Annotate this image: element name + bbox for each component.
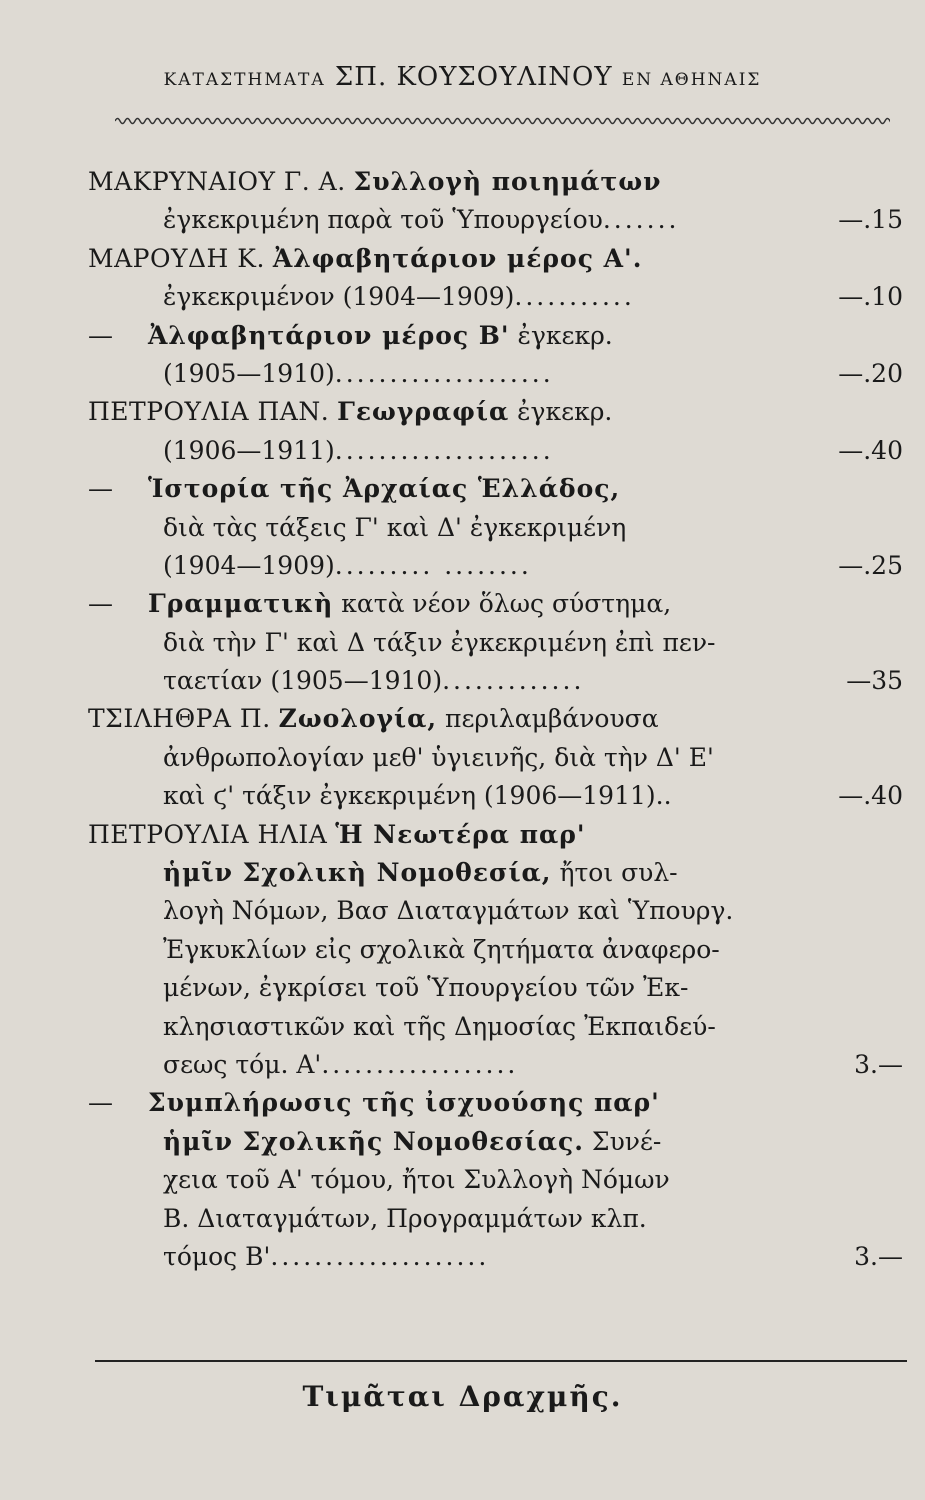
leader-dots: ........... <box>514 282 635 312</box>
entry-line <box>88 432 903 470</box>
book-title: ἡμῖν Σχολικῆς Νομοθεσίας. <box>163 1126 584 1156</box>
entry-line <box>88 163 903 201</box>
entry-line <box>88 1238 903 1276</box>
entry-text: (1906—1911) <box>163 435 335 465</box>
entry-line <box>88 355 903 393</box>
leader-dots: .................... <box>270 1241 490 1271</box>
entry-line <box>88 278 903 316</box>
header-part3: ΕΝ ΑΘΗΝΑΙΣ <box>621 70 762 90</box>
dash-mark: — <box>88 589 113 619</box>
price-value: —35 <box>846 666 903 696</box>
entry-text: καὶ ϛ' τάξιν ἐγκεκριμένη (1906—1911).. <box>163 781 672 811</box>
entry-text: ἐγκεκριμένον (1904—1909) <box>163 282 515 312</box>
author-name: ΠΕΤΡΟΥΛΙΑ ΠΑΝ. <box>88 397 330 427</box>
entry-line <box>88 1161 903 1199</box>
entry-text: τόμος Β' <box>163 1241 271 1271</box>
entry-line <box>88 1008 903 1046</box>
entry-line <box>88 470 903 508</box>
book-entry <box>88 163 903 240</box>
header-part2: ΣΠ. ΚΟΥΣΟΥΛΙΝΟΥ <box>334 62 613 92</box>
entry-line <box>88 777 903 815</box>
author-name: ΠΕΤΡΟΥΛΙΑ ΗΛΙΑ <box>88 819 328 849</box>
dash-mark: — <box>88 1088 113 1118</box>
price-value: —.40 <box>838 781 903 811</box>
leader-dots: ....... <box>602 205 680 235</box>
entry-line <box>88 854 903 892</box>
book-entry <box>88 240 903 317</box>
book-title: Συμπλήρωσις τῆς ἰσχυούσης παρ' <box>148 1088 660 1118</box>
price-value: —.20 <box>838 358 903 388</box>
book-entry <box>88 393 903 470</box>
entry-text: διὰ τὴν Γ' καὶ Δ τάξιν ἐγκεκριμένη ἐπὶ πεν- <box>163 627 716 657</box>
book-title: ἡμῖν Σχολικὴ Νομοθεσία, <box>163 858 552 888</box>
price-footer: Τιμᾶται Δραχμῆς. <box>302 1380 623 1413</box>
entry-line <box>88 969 903 1007</box>
author-name: ΜΑΚΡΥΝΑΙΟΥ Γ. Α. <box>88 167 346 196</box>
price-value: 3.— <box>854 1241 903 1271</box>
price-value: 3.— <box>854 1049 903 1079</box>
leader-dots: .................... <box>334 358 554 388</box>
book-entry <box>88 816 903 1085</box>
book-entry <box>88 585 903 700</box>
price-value: —.10 <box>838 282 903 312</box>
entry-text: κλησιαστικῶν καὶ τῆς Δημοσίας Ἐκπαιδεύ- <box>163 1011 716 1041</box>
price-value: —.25 <box>838 550 903 580</box>
page-header <box>0 62 925 92</box>
book-title: Ἀλφαβητάριον μέρος Α'. <box>272 243 643 273</box>
entry-text: Ἐγκυκλίων εἰς σχολικὰ ζητήματα ἀναφερο- <box>163 934 720 964</box>
entry-text: Συνέ- <box>591 1126 662 1156</box>
entry-text: ἤτοι συλ- <box>559 858 678 888</box>
entry-line <box>88 1123 903 1161</box>
entry-text: Β. Διαταγμάτων, Προγραμμάτων κλπ. <box>163 1203 647 1233</box>
entry-line <box>88 1046 903 1084</box>
entry-text: διὰ τὰς τάξεις Γ' καὶ Δ' ἐγκεκριμένη <box>163 512 627 542</box>
book-entry <box>88 700 903 815</box>
wavy-ornament <box>115 113 890 129</box>
entry-line <box>88 662 903 700</box>
book-title: Ἀλφαβητάριον μέρος Β' <box>148 320 510 350</box>
book-entry <box>88 317 903 394</box>
entry-line <box>88 816 903 854</box>
entry-text: ἐγκεκριμένη παρὰ τοῦ Ὑπουργείου <box>163 205 603 235</box>
leader-dots: .................... <box>334 435 554 465</box>
book-entry <box>88 1084 903 1276</box>
entry-text: ταετίαν (1905—1910) <box>163 666 443 696</box>
price-value: —.15 <box>838 205 903 235</box>
author-name: ΜΑΡΟΥΔΗ Κ. <box>88 243 265 273</box>
entry-line <box>88 317 903 355</box>
book-title: Ἱστορία τῆς Ἀρχαίας Ἑλλάδος, <box>148 474 621 504</box>
entry-text: κατὰ νέον ὅλως σύστημα, <box>341 589 672 619</box>
entry-text: σεως τόμ. Α' <box>163 1049 322 1079</box>
divider-rule <box>95 1360 907 1362</box>
entry-text: χεια τοῦ Α' τόμου, ἤτοι Συλλογὴ Νόμων <box>163 1165 670 1195</box>
book-title: Γραμματικὴ <box>148 589 334 619</box>
book-title: Γεωγραφία <box>337 397 510 427</box>
dash-mark: — <box>88 474 113 504</box>
entry-text: ἐγκεκρ. <box>517 320 613 350</box>
entry-text: λογὴ Νόμων, Βασ Διαταγμάτων καὶ Ὑπουργ. <box>163 896 734 926</box>
book-entry <box>88 470 903 585</box>
price-value: —.40 <box>838 435 903 465</box>
entry-line <box>88 547 903 585</box>
entry-line <box>88 393 903 431</box>
entry-line <box>88 624 903 662</box>
entry-line <box>88 931 903 969</box>
entry-text: (1905—1910) <box>163 358 335 388</box>
leader-dots: ......... ........ <box>334 550 532 580</box>
entry-line <box>88 201 903 239</box>
book-title: Συλλογὴ ποιημάτων <box>353 167 662 196</box>
entry-line <box>88 240 903 278</box>
entry-line <box>88 892 903 930</box>
entry-text: μένων, ἐγκρίσει τοῦ Ὑπουργείου τῶν Ἐκ- <box>163 973 689 1003</box>
dash-mark: — <box>88 320 113 350</box>
entry-line <box>88 739 903 777</box>
entry-text: (1904—1909) <box>163 550 335 580</box>
book-title: Ζωολογία, <box>278 704 438 734</box>
book-listing <box>88 163 903 1276</box>
book-title: Ἡ Νεωτέρα παρ' <box>335 819 586 849</box>
leader-dots: ............. <box>442 666 585 696</box>
entry-line <box>88 1200 903 1238</box>
header-part1: ΚΑΤΑΣΤΗΜΑΤΑ <box>163 70 326 90</box>
entry-line <box>88 585 903 623</box>
entry-text: περιλαμβάνουσα <box>445 704 659 734</box>
leader-dots: .................. <box>321 1049 519 1079</box>
entry-text: ἐγκεκρ. <box>517 397 613 427</box>
author-name: ΤΣΙΛΗΘΡΑ Π. <box>88 704 271 734</box>
entry-line <box>88 509 903 547</box>
entry-text: ἀνθρωπολογίαν μεθ' ὑγιεινῆς, διὰ τὴν Δ' Ε' <box>163 742 714 772</box>
entry-line <box>88 700 903 738</box>
entry-line <box>88 1084 903 1122</box>
